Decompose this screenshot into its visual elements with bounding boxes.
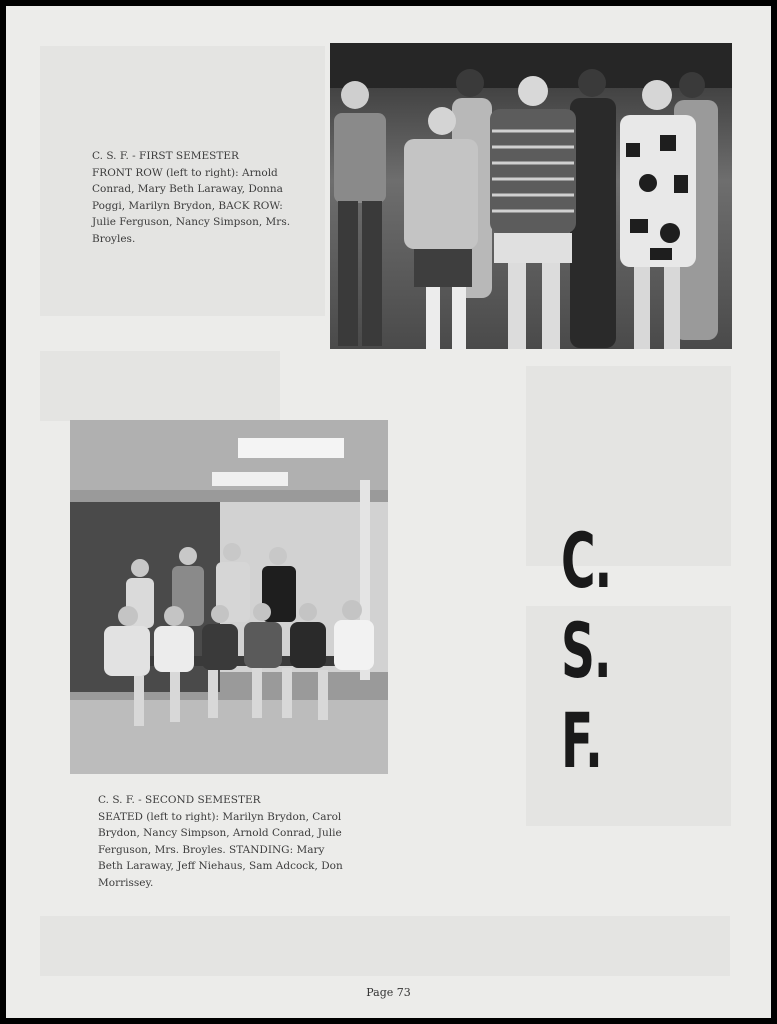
yearbook-page bbox=[6, 6, 771, 1018]
caption-line: Brydon, Nancy Simpson, Arnold Conrad, Julie bbox=[98, 827, 342, 839]
title-letter: F. bbox=[561, 696, 602, 785]
second-semester-caption bbox=[98, 792, 388, 891]
bleed-through-shape bbox=[40, 916, 730, 976]
first-semester-photo bbox=[330, 43, 732, 349]
page-number: Page 73 bbox=[366, 986, 411, 999]
caption-line: Poggi, Marilyn Brydon, BACK ROW: bbox=[92, 199, 283, 212]
caption-line: SEATED (left to right): Marilyn Brydon, Carol bbox=[98, 810, 342, 823]
caption-line: C. S. F. - SECOND SEMESTER bbox=[98, 794, 261, 806]
csf-title bbox=[561, 516, 641, 786]
caption-line: Ferguson, Mrs. Broyles. STANDING: Mary bbox=[98, 843, 325, 856]
title-letter: S. bbox=[561, 606, 611, 695]
caption-line: C. S. F. - FIRST SEMESTER bbox=[92, 150, 239, 162]
caption-line: Morrissey. bbox=[98, 876, 154, 889]
bleed-through-shape bbox=[40, 351, 280, 421]
caption-line: Julie Ferguson, Nancy Simpson, Mrs. bbox=[92, 216, 291, 228]
caption-line: Conrad, Mary Beth Laraway, Donna bbox=[92, 183, 283, 195]
first-semester-caption bbox=[92, 148, 322, 247]
title-letter: C. bbox=[561, 516, 612, 605]
caption-line: Broyles. bbox=[92, 232, 136, 245]
second-semester-photo bbox=[70, 420, 388, 774]
caption-line: FRONT ROW (left to right): Arnold bbox=[92, 166, 278, 179]
caption-line: Beth Laraway, Jeff Niehaus, Sam Adcock, Don bbox=[98, 860, 343, 872]
